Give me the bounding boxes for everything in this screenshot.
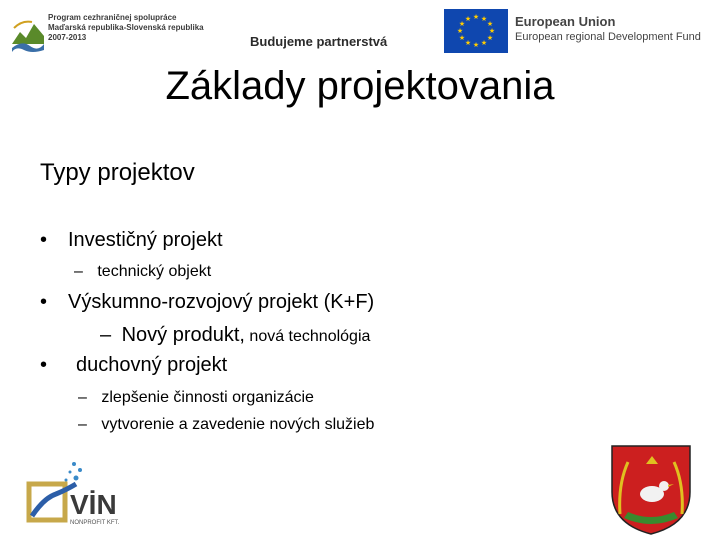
bullet-text: duchovný projekt <box>76 354 228 376</box>
sub-bullet-dash: – <box>78 416 87 433</box>
program-line: Program cezhraničnej spolupráce <box>48 13 177 22</box>
sub-bullet-text-large: Nový produkt, <box>121 324 245 346</box>
svg-text:★: ★ <box>464 15 472 23</box>
svg-text:★: ★ <box>458 34 466 42</box>
svg-text:★: ★ <box>472 41 480 49</box>
program-name <box>48 13 204 43</box>
sub-bullet-item <box>74 263 211 281</box>
sub-bullet-dash: – <box>74 263 83 280</box>
eu-fund-name: European regional Development Fund <box>515 31 701 43</box>
vin-logo-subtext: NONPROFIT KFT. <box>70 520 120 526</box>
coat-of-arms-icon <box>610 444 692 536</box>
sub-bullet-text: technický objekt <box>97 263 212 280</box>
vin-logo-text: VİN <box>70 489 117 520</box>
sub-bullet-text-small: nová technológia <box>244 328 371 345</box>
bullet-text: Výskumno-rozvojový projekt (K+F) <box>68 291 375 313</box>
svg-text:★: ★ <box>464 39 472 47</box>
vin-logo <box>26 458 144 530</box>
program-logo <box>10 14 46 60</box>
eu-flag-icon <box>444 9 508 53</box>
sub-bullet-item <box>78 416 374 434</box>
sub-bullet-item <box>100 324 370 347</box>
sub-bullet-dash: – <box>100 324 112 346</box>
program-line: Maďarská republika-Slovenská republika <box>48 23 204 32</box>
program-line: 2007-2013 <box>48 33 87 42</box>
eu-name: European Union <box>515 14 616 29</box>
svg-text:★: ★ <box>486 34 494 42</box>
svg-text:★: ★ <box>472 13 480 21</box>
slide-title: Základy projektovania <box>165 64 555 108</box>
bullet-dot: • <box>40 291 48 313</box>
program-slogan: Budujeme partnerstvá <box>250 34 388 49</box>
sub-bullet-dash: – <box>78 389 87 406</box>
slide-subtitle: Typy projektov <box>40 159 195 186</box>
sub-bullet-text: zlepšenie činnosti organizácie <box>101 389 314 406</box>
svg-text:★: ★ <box>458 20 466 28</box>
bullet-dot: • <box>40 229 48 251</box>
sub-bullet-text: vytvorenie a zavedenie nových služieb <box>101 416 375 433</box>
svg-text:★: ★ <box>480 39 488 47</box>
svg-text:★: ★ <box>486 20 494 28</box>
bullet-dot: • <box>40 354 48 376</box>
bullet-text: Investičný projekt <box>68 229 223 251</box>
svg-text:★: ★ <box>488 27 496 35</box>
svg-text:★: ★ <box>456 27 464 35</box>
svg-text:★: ★ <box>480 15 488 23</box>
sub-bullet-item <box>78 389 314 407</box>
